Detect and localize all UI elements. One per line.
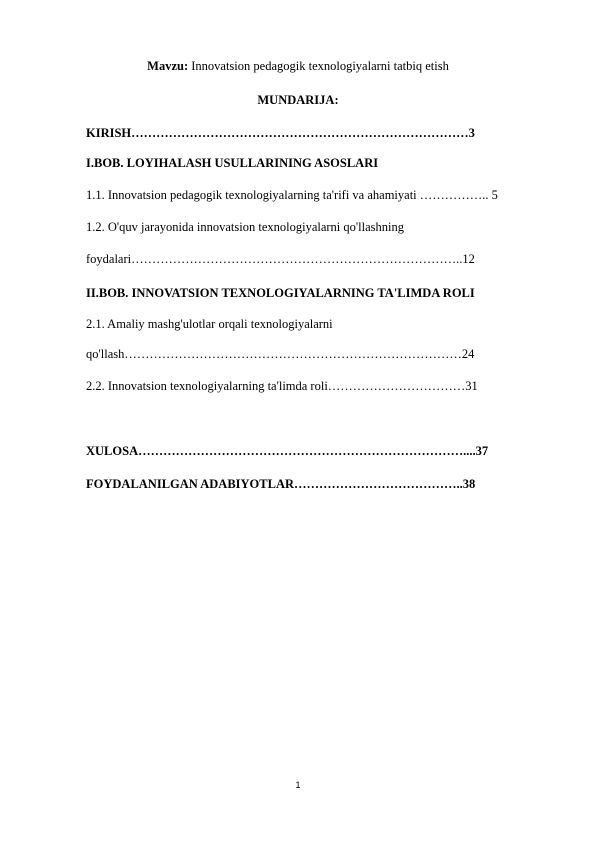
toc-entry-xulosa: XULOSA……………………………………………………………………....37	[86, 444, 489, 458]
toc-entry-2-1-line2: qo'llash………………………………………………………………………24	[86, 347, 475, 361]
toc-entry-kirish: KIRISH………………………………………………………………………3	[86, 126, 475, 140]
toc-entry-1-1: 1.1. Innovatsion pedagogik texnologiyalarning ta'rifi va ahamiyati …………….. 5	[86, 188, 498, 202]
toc-entry-2-2: 2.2. Innovatsion texnologiyalarning ta'limda roli……………………………31	[86, 379, 478, 393]
topic-label: Mavzu:	[147, 59, 189, 73]
toc-entry-1-2-line2: foydalari……………………………………………………………………..12	[86, 252, 475, 266]
toc-entry-1-2-line1: 1.2. O'quv jarayonida innovatsion texnologiyalarni qo'llashning	[86, 220, 404, 234]
toc-entry-2-1-line1: 2.1. Amaliy mashg'ulotlar orqali texnologiyalarni	[86, 317, 333, 331]
topic-text: Innovatsion pedagogik texnologiyalarni tatbiq etish	[188, 59, 449, 73]
toc-chapter-1: I.BOB. LOYIHALASH USULLARINING ASOSLARI	[86, 156, 379, 170]
topic-line	[0, 58, 596, 74]
toc-chapter-2: II.BOB. INNOVATSION TEXNOLOGIYALARNING TA'LIMDA ROLI	[86, 286, 475, 300]
page-number: 1	[295, 780, 301, 790]
contents-title: MUNDARIJA:	[257, 93, 339, 107]
toc-entry-adabiyotlar: FOYDALANILGAN ADABIYOTLAR…………………………………..38	[86, 477, 476, 491]
